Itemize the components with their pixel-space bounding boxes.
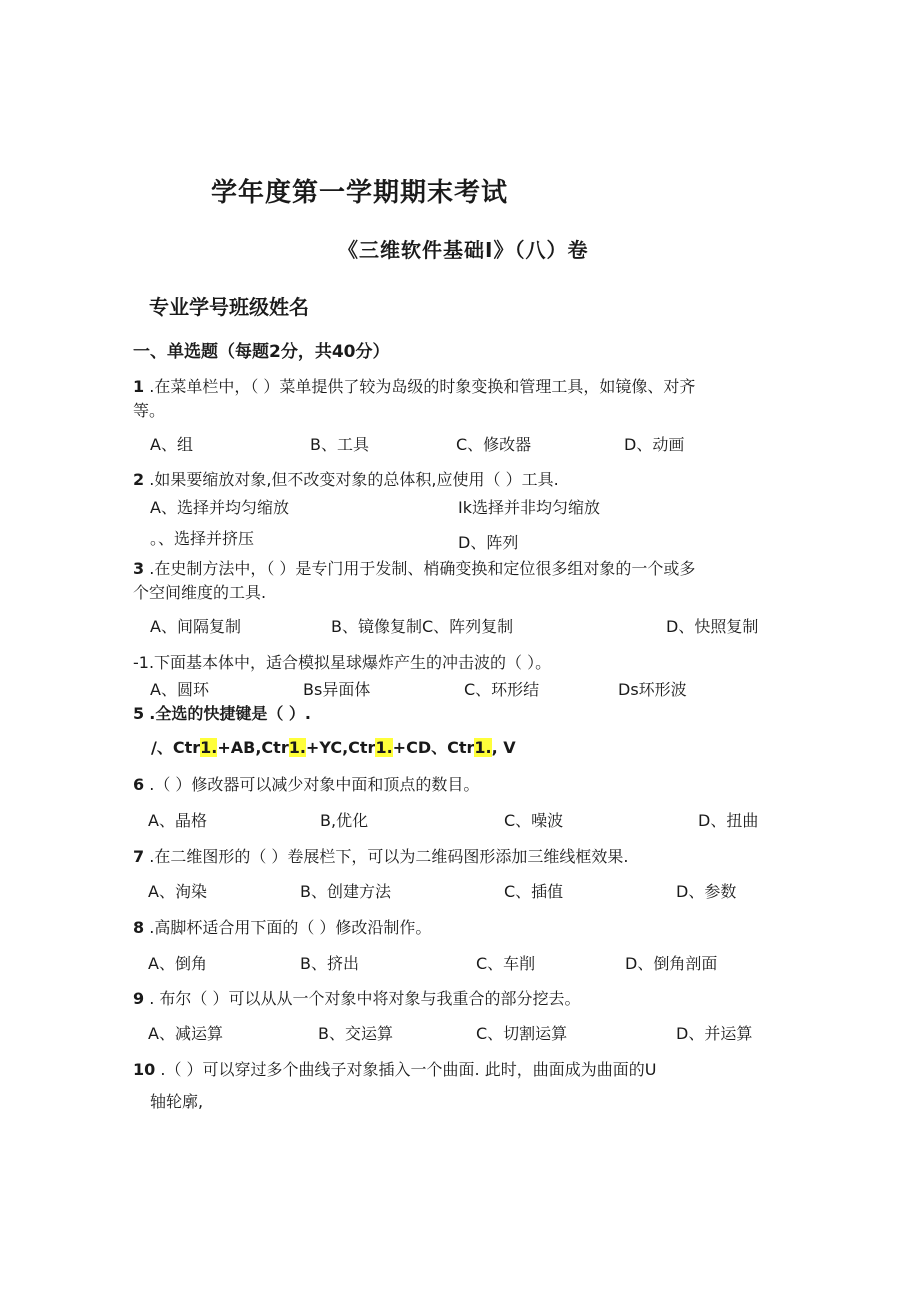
q1-option-a: A、组 bbox=[150, 435, 193, 454]
q7-option-b: B、创建方法 bbox=[300, 882, 391, 901]
question-number: 5 bbox=[133, 704, 145, 723]
highlight-mark: 1. bbox=[375, 738, 393, 757]
question-10-continuation: 轴轮廓, bbox=[150, 1092, 204, 1111]
q9-option-d: D、并运算 bbox=[676, 1024, 753, 1043]
q1-option-b: B、工具 bbox=[310, 435, 369, 454]
question-6 bbox=[133, 772, 479, 795]
exam-subtitle: 《三维软件基础I》（八）卷 bbox=[338, 238, 589, 262]
q5-option-prefix: /、 bbox=[151, 738, 173, 757]
question-2 bbox=[133, 467, 559, 490]
question-3-continuation: 个空间维度的工具. bbox=[133, 583, 267, 602]
q5-text-segment: +YC,Ctr bbox=[305, 738, 376, 757]
q1-option-d: D、动画 bbox=[624, 435, 685, 454]
q4-option-d: Ds环形波 bbox=[618, 680, 687, 699]
q1-option-c: C、修改器 bbox=[456, 435, 532, 454]
q7-option-d: D、参数 bbox=[676, 882, 737, 901]
q2-option-c: 。、选择并挤压 bbox=[150, 529, 255, 548]
question-5 bbox=[133, 701, 311, 724]
q8-option-a: A、倒角 bbox=[148, 954, 207, 973]
q4-option-a: A、圆环 bbox=[150, 680, 209, 699]
q5-text-segment: Ctr bbox=[172, 738, 201, 757]
q3-option-bc: B、镜像复制C、阵列复制 bbox=[331, 617, 514, 636]
question-1 bbox=[133, 374, 695, 397]
q3-option-a: A、间隔复制 bbox=[150, 617, 241, 636]
question-text: .全选的快捷键是（ ）. bbox=[149, 704, 311, 723]
question-8 bbox=[133, 915, 431, 938]
question-text: .高脚杯适合用下面的（ ）修改沿制作。 bbox=[149, 918, 432, 937]
q2-option-d: D、阵列 bbox=[458, 533, 519, 552]
question-3 bbox=[133, 556, 695, 579]
q5-text-segment: +CD、Ctr bbox=[392, 738, 475, 757]
question-number: 8 bbox=[133, 918, 145, 937]
q8-option-d: D、倒角剖面 bbox=[625, 954, 718, 973]
question-text: .在菜单栏中，（ ）菜单提供了较为岛级的时象变换和管理工具，如镜像、对齐 bbox=[149, 377, 696, 396]
q4-option-b: Bs异面体 bbox=[303, 680, 371, 699]
q6-option-b: B,优化 bbox=[320, 811, 369, 830]
q5-text-segment: +AB,Ctr bbox=[217, 738, 289, 757]
highlight-mark: 1. bbox=[474, 738, 492, 757]
question-1-continuation: 等。 bbox=[133, 401, 166, 420]
question-4: -1.下面基本体中，适合模拟星球爆炸产生的冲击波的（ ）。 bbox=[133, 653, 552, 672]
q8-option-c: C、车削 bbox=[476, 954, 536, 973]
exam-title: 学年度第一学期期末考试 bbox=[211, 178, 509, 208]
question-9 bbox=[133, 986, 581, 1009]
q7-option-a: A、洵染 bbox=[148, 882, 207, 901]
question-text: .在史制方法中，（ ）是专门用于发制、梢确变换和定位很多组对象的一个或多 bbox=[149, 559, 696, 578]
question-text: . 布尔（ ）可以从从一个对象中将对象与我重合的部分挖去。 bbox=[149, 989, 581, 1008]
question-text: .如果要缩放对象,但不改变对象的总体积,应使用（ ）工具. bbox=[149, 470, 559, 489]
section-heading: 一、单选题（每题2分，共40分） bbox=[133, 342, 390, 362]
q2-option-b: Ik选择并非均匀缩放 bbox=[458, 498, 600, 517]
highlight-mark: 1. bbox=[288, 738, 306, 757]
question-number: 9 bbox=[133, 989, 145, 1008]
question-text: .在二维图形的（ ）卷展栏下，可以为二维码图形添加三维线框效果. bbox=[149, 847, 629, 866]
q5-options bbox=[151, 735, 516, 758]
q9-option-c: C、切割运算 bbox=[476, 1024, 568, 1043]
question-10 bbox=[133, 1057, 656, 1080]
question-text: .（ ）修改器可以减少对象中面和顶点的数目。 bbox=[149, 775, 480, 794]
student-info-line: 专业学号班级姓名 bbox=[149, 295, 309, 319]
q6-option-d: D、扭曲 bbox=[698, 811, 759, 830]
q3-option-d: D、快照复制 bbox=[666, 617, 759, 636]
question-number: 1 bbox=[133, 377, 145, 396]
q6-option-c: C、噪波 bbox=[504, 811, 564, 830]
question-number: 6 bbox=[133, 775, 145, 794]
question-7 bbox=[133, 844, 629, 867]
q7-option-c: C、插值 bbox=[504, 882, 564, 901]
q6-option-a: A、晶格 bbox=[148, 811, 207, 830]
question-number: 3 bbox=[133, 559, 145, 578]
highlight-mark: 1. bbox=[200, 738, 218, 757]
q9-option-b: B、交运算 bbox=[318, 1024, 393, 1043]
question-number: 7 bbox=[133, 847, 145, 866]
q2-option-a: A、选择并均匀缩放 bbox=[150, 498, 289, 517]
question-number: 2 bbox=[133, 470, 145, 489]
q5-text-segment: , V bbox=[491, 738, 516, 757]
q9-option-a: A、减运算 bbox=[148, 1024, 223, 1043]
question-number: 10 bbox=[133, 1060, 156, 1079]
question-text: .（ ）可以穿过多个曲线子对象插入一个曲面. 此时，曲面成为曲面的U bbox=[160, 1060, 657, 1079]
q8-option-b: B、挤出 bbox=[300, 954, 359, 973]
q4-option-c: C、环形结 bbox=[464, 680, 540, 699]
